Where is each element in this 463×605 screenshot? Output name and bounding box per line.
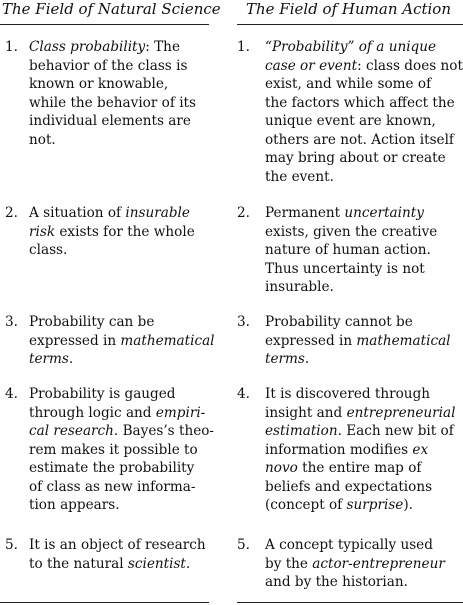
text-line (265, 459, 463, 478)
italic-term: insurable (125, 205, 190, 221)
text-segment: the entire map of (297, 460, 422, 476)
italic-term: risk (29, 223, 56, 240)
item-number: 2. (5, 205, 18, 221)
text-segment: nature of human action. (265, 242, 431, 258)
italic-term: mathematical (120, 332, 215, 349)
text-segment: (concept of (265, 497, 347, 513)
text-segment: Probability can be (29, 314, 155, 330)
text-segment: by the (265, 555, 313, 572)
text-line (265, 75, 463, 94)
text-segment: insight and (265, 404, 347, 421)
text-line (29, 385, 229, 404)
text-segment: ). (403, 497, 413, 513)
text-line (29, 478, 229, 497)
header-natural-science: The Field of Natural Science (2, 0, 221, 18)
text-line (29, 241, 229, 260)
text-line (265, 112, 463, 131)
text-line (265, 278, 463, 297)
text-line (29, 38, 229, 57)
item-text (29, 204, 229, 260)
text-line (29, 404, 229, 423)
text-line (29, 441, 229, 460)
text-line (265, 422, 463, 441)
item-number: 5. (237, 537, 250, 553)
item-text (265, 385, 463, 515)
text-line (29, 57, 229, 76)
text-segment: It is discovered through (265, 386, 431, 402)
text-line (29, 332, 229, 351)
text-segment: Probability is gauged (29, 386, 176, 402)
text-line (265, 149, 463, 168)
text-line (29, 350, 229, 369)
item-text (265, 313, 463, 369)
text-line (29, 223, 229, 242)
item-number: 1. (237, 39, 250, 55)
item-number: 1. (5, 39, 18, 55)
text-segment: of class as new informa- (29, 478, 196, 495)
text-line (265, 57, 463, 76)
text-segment: class. (29, 242, 68, 258)
text-line (29, 555, 229, 574)
text-line (265, 496, 463, 515)
italic-term: novo (265, 460, 298, 476)
item-number: 4. (237, 386, 250, 402)
text-line (29, 496, 229, 515)
text-segment: Permanent (265, 205, 345, 221)
italic-term: actor-entrepreneur (312, 555, 445, 572)
italic-term: estimation (265, 423, 338, 439)
header-rule-left (0, 24, 209, 25)
italic-term: scientist (127, 555, 186, 572)
item-text (265, 38, 463, 186)
italic-term: surprise (346, 497, 404, 513)
text-line (265, 441, 463, 460)
text-segment: information modifies (265, 441, 413, 458)
text-segment: exists for the whole (55, 223, 195, 240)
italic-term: uncertainty (344, 205, 424, 221)
text-line (29, 313, 229, 332)
italic-term: terms (29, 351, 69, 367)
text-line (265, 131, 463, 150)
text-line (265, 223, 463, 242)
text-line (265, 350, 463, 369)
text-line (265, 168, 463, 187)
italic-term: Class probability (29, 39, 146, 55)
text-segment: . Each new bit of (337, 423, 454, 439)
text-segment: behavior of the class is (29, 57, 188, 74)
italic-term: cal research (29, 423, 114, 439)
text-segment: expressed in (29, 332, 121, 349)
text-line (29, 112, 229, 131)
footer-rule-left (0, 602, 209, 603)
text-segment: through logic and (29, 404, 156, 421)
footer-rule-right (237, 602, 463, 603)
text-segment: exist, and while some of (265, 76, 432, 92)
text-line (265, 241, 463, 260)
text-segment: estimate the probability (29, 460, 195, 476)
item-text (29, 38, 229, 149)
text-line (265, 94, 463, 113)
italic-term: mathematical (356, 332, 451, 349)
text-segment: : class does not (357, 57, 463, 74)
text-segment: A concept typically used (265, 537, 433, 553)
item-text (29, 536, 229, 573)
text-segment: . (304, 351, 310, 367)
text-segment: the factors which affect the (265, 94, 455, 111)
text-line (265, 332, 463, 351)
text-line (265, 204, 463, 223)
text-segment: Probability cannot be (265, 314, 413, 330)
text-segment: the event. (265, 168, 334, 185)
text-line (29, 459, 229, 478)
text-segment: . (68, 351, 74, 367)
item-number: 4. (5, 386, 18, 402)
text-segment: expressed in (265, 332, 357, 349)
italic-term: case or event (265, 57, 358, 74)
text-segment: may bring about or create (265, 150, 446, 166)
text-segment: tion appears. (29, 497, 120, 513)
item-number: 5. (5, 537, 18, 553)
text-segment: to the natural (29, 555, 128, 572)
item-number: 3. (237, 314, 250, 330)
text-segment: while the behavior of its (29, 94, 196, 111)
text-line (29, 422, 229, 441)
text-line (29, 536, 229, 555)
text-segment: others are not. Action itself (265, 131, 454, 148)
text-segment: Thus uncertainty is not (265, 260, 425, 277)
text-segment: insurable. (265, 279, 334, 295)
text-line (265, 478, 463, 497)
text-segment: rem makes it possible to (29, 441, 198, 458)
text-line (29, 75, 229, 94)
header-rule-right (237, 24, 463, 25)
text-segment: . Bayes’s theo- (113, 423, 215, 439)
text-segment: . (185, 555, 191, 572)
text-segment: and by the historian. (265, 574, 408, 590)
italic-term: empiri- (155, 404, 206, 421)
item-text (265, 204, 463, 297)
text-segment: not. (29, 131, 56, 148)
text-line (265, 404, 463, 423)
header-human-action: The Field of Human Action (246, 0, 451, 18)
text-line (29, 131, 229, 150)
text-line (29, 94, 229, 113)
text-segment: It is an object of research (29, 537, 206, 553)
italic-term: ex (412, 441, 429, 458)
item-number: 2. (237, 205, 250, 221)
text-line (265, 38, 463, 57)
italic-term: entrepreneurial (346, 404, 456, 421)
text-segment: A situation of (29, 205, 126, 221)
text-segment: exists, given the creative (265, 223, 438, 240)
text-line (29, 204, 229, 223)
text-segment: unique event are known, (265, 113, 436, 129)
text-line (265, 260, 463, 279)
text-segment: beliefs and expectations (265, 478, 433, 495)
text-line (265, 555, 463, 574)
italic-term: “Probability” of a unique (265, 39, 437, 55)
item-text (265, 536, 463, 592)
text-segment: individual elements are (29, 113, 191, 129)
text-line (265, 573, 463, 592)
text-line (265, 313, 463, 332)
item-number: 3. (5, 314, 18, 330)
text-segment: : The (145, 39, 180, 55)
italic-term: terms (265, 351, 305, 367)
text-segment: known or knowable, (29, 76, 169, 92)
text-line (265, 385, 463, 404)
item-text (29, 385, 229, 515)
item-text (29, 313, 229, 369)
text-line (265, 536, 463, 555)
